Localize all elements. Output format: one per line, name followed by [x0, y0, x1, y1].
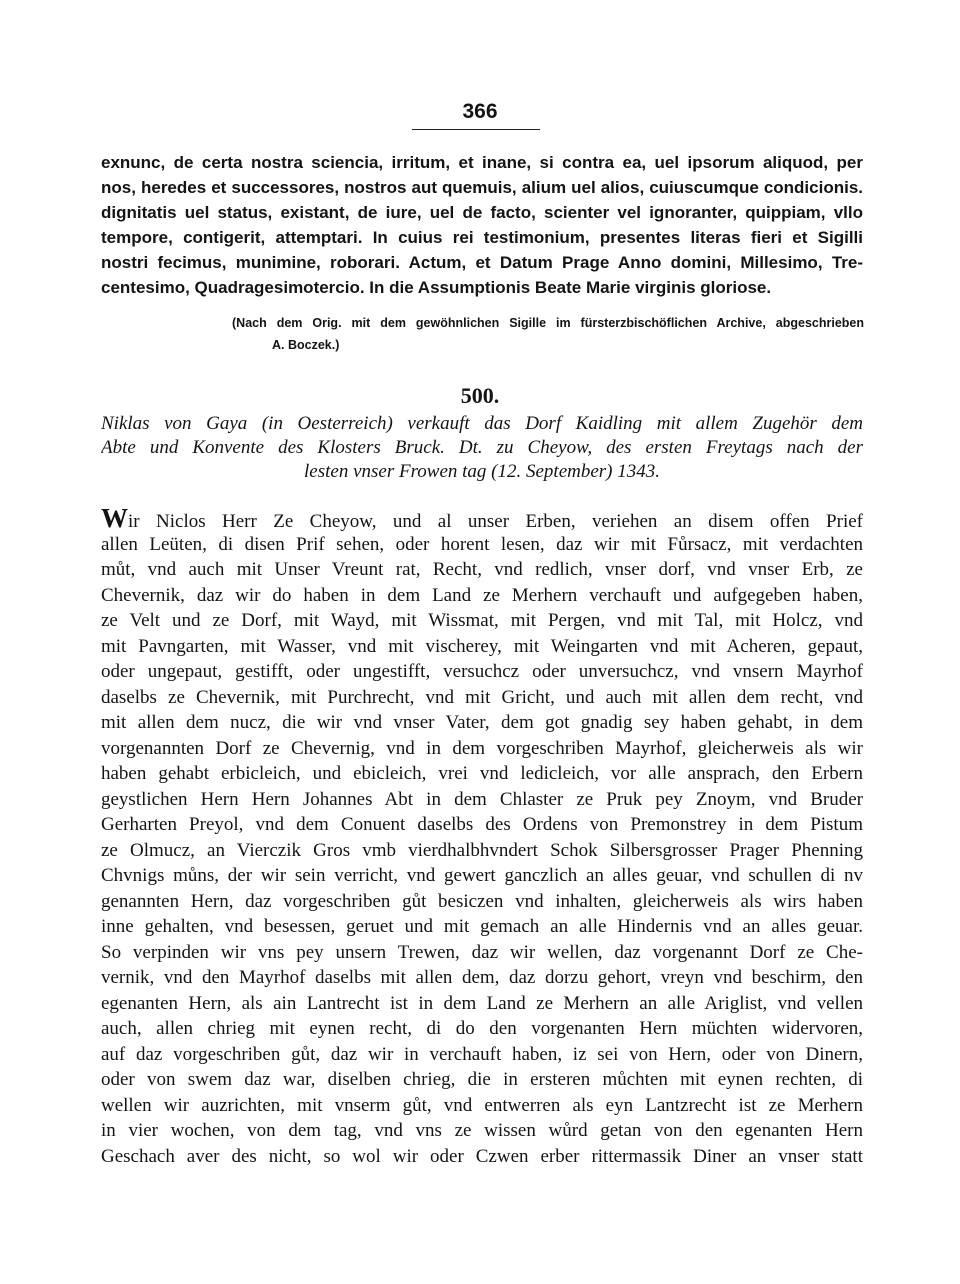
document-number: 500.: [460, 383, 500, 408]
text-line: egenanten Hern, als ain Lantrecht ist in dem Land ze Merhern an alle Ariglist, vnd vellen: [101, 992, 863, 1014]
text-line: můt, vnd auch mit Unser Vreunt rat, Recht, vnd redlich, vnser dorf, vnd vnser Erb, ze: [101, 559, 863, 580]
text-line: mit allen dem nucz, die wir vnd vnser Vater, dem got gnadig sey haben gehabt, in dem: [101, 712, 863, 733]
text-line: auch, allen chrieg mit eynen recht, di do den vorgenanten Hern müchten widervoren,: [101, 1018, 863, 1039]
text-line: wellen wir auzrichten, mit vnserm gůt, vnd entwerren als eyn Lantzrecht ist ze Merhern: [101, 1094, 863, 1116]
first-line-text: ir Niclos Herr Ze Cheyow, und al unser Erben, veriehen an disem offen Prief: [128, 511, 863, 532]
text-line: So verpinden wir vns pey unsern Trewen, daz wir wellen, daz vorgenannt Dorf ze Che-: [101, 941, 863, 963]
text-line: inne gehalten, vnd besessen, geruet und mit gemach an alle Hindernis vnd an alles geuar.: [101, 916, 863, 937]
page-number: 366: [462, 100, 498, 123]
text-line: vorgenannten Dorf ze Chevernig, vnd in dem vorgeschriben Mayrhof, gleicherweis als wir: [101, 737, 863, 759]
text-line: exnunc, de certa nostra sciencia, irritum, et inane, si contra ea, uel ipsorum aliquod, per: [101, 153, 863, 172]
text-line: nostri fecimus, munimine, roborari. Actum, et Datum Prage Anno domini, Millesimo, Tre-: [101, 253, 863, 272]
source-note-continuation: A. Boczek.): [272, 338, 340, 352]
text-line: auf daz vorgeschriben gůt, daz wir in verchauft haben, iz sei von Hern, oder von Dinern,: [101, 1043, 863, 1065]
text-line: in vier wochen, von dem tag, vnd vns ze wissen wůrd getan von den egenanten Hern: [101, 1120, 863, 1141]
text-line: nos, heredes et successores, nostros aut quemuis, alium uel alios, cuiuscumque condicionis.: [101, 178, 863, 197]
text-line: Chvnigs můns, der wir sein verricht, vnd gewert ganczlich an alles geuar, vnd schullen di nv: [101, 865, 863, 886]
text-line: genannten Hern, daz vorgeschriben gůt besiczen vnd inhalten, gleicherweis als wirs haben: [101, 890, 863, 912]
text-line: mit Pavngarten, mit Wasser, vnd mit vischerey, mit Weingarten vnd mit Acheren, gepaut,: [101, 635, 863, 657]
text-line: Gerharten Preyol, vnd dem Conuent daselbs des Ordens von Premonstrey in dem Pistum: [101, 814, 863, 835]
text-line: centesimo, Quadragesimotercio. In die Assumptionis Beate Marie virginis gloriose.: [101, 278, 772, 297]
text-line: dignitatis uel status, existant, de iure, uel de facto, scienter vel ignoranter, quippiam, vllo: [101, 203, 863, 222]
rubric-line: lesten vnser Frowen tag (12. September) 1343.: [304, 461, 660, 482]
text-line: vernik, vnd den Mayrhof daselbs mit allen dem, daz dorzu gehort, vreyn vnd beschirm, den: [101, 967, 863, 988]
text-line: Chevernik, daz wir do haben in dem Land ze Merhern verchauft und aufgegeben haben,: [101, 584, 863, 606]
source-note: [232, 312, 864, 334]
text-line: Geschach aver des nicht, so wol wir oder Czwen erber rittermassik Diner an vnser statt: [101, 1145, 863, 1167]
text-line: ze Olmucz, an Vierczik Gros vmb vierdhalbhvndert Schok Silbersgrosser Prager Phenning: [101, 839, 863, 861]
text-line: oder von swem daz war, diselben chrieg, die in ersteren můchten mit eynen rechten, di: [101, 1069, 863, 1090]
document-body: [101, 506, 863, 1169]
text-line: geystlichen Hern Hern Johannes Abt in dem Chlaster ze Pruk pey Znoym, vnd Bruder: [101, 788, 863, 810]
preceding-charter-text: [101, 150, 863, 300]
initial-letter: W: [101, 506, 128, 532]
text-line: ze Velt und ze Dorf, mit Wayd, mit Wissmat, mit Pergen, vnd mit Tal, mit Holcz, vnd: [101, 610, 863, 631]
document-rubric: [101, 412, 863, 484]
text-line: daselbs ze Chevernik, mit Purchrecht, vnd mit Gricht, und auch mit allen dem recht, vnd: [101, 686, 863, 708]
text-line: oder ungepaut, gestifft, oder ungestifft, versuchcz oder unversuchcz, vnd vnsern Mayrhof: [101, 661, 863, 682]
text-line: tempore, contigerit, attemptari. In cuius rei testimonium, presentes literas fieri et Sigilli: [101, 228, 863, 247]
rubric-line: Abte und Konvente des Klosters Bruck. Dt. zu Cheyow, des ersten Freytags nach der: [101, 437, 863, 458]
source-note-line: (Nach dem Orig. mit dem gewöhnlichen Sigille im fürsterzbischöflichen Archive, abgeschrieben: [232, 316, 864, 330]
text-line: allen Leüten, di disen Prif sehen, oder horent lesen, daz wir mit Fůrsacz, mit verdachten: [101, 533, 863, 555]
first-text-line: [101, 506, 863, 532]
rubric-line: Niklas von Gaya (in Oesterreich) verkauft das Dorf Kaidling mit allem Zugehör dem: [101, 413, 863, 434]
text-line: haben gehabt erbicleich, und ebicleich, vrei vnd ledicleich, vor alle ansprach, den Erbern: [101, 763, 863, 784]
page-number-rule: [412, 129, 540, 130]
